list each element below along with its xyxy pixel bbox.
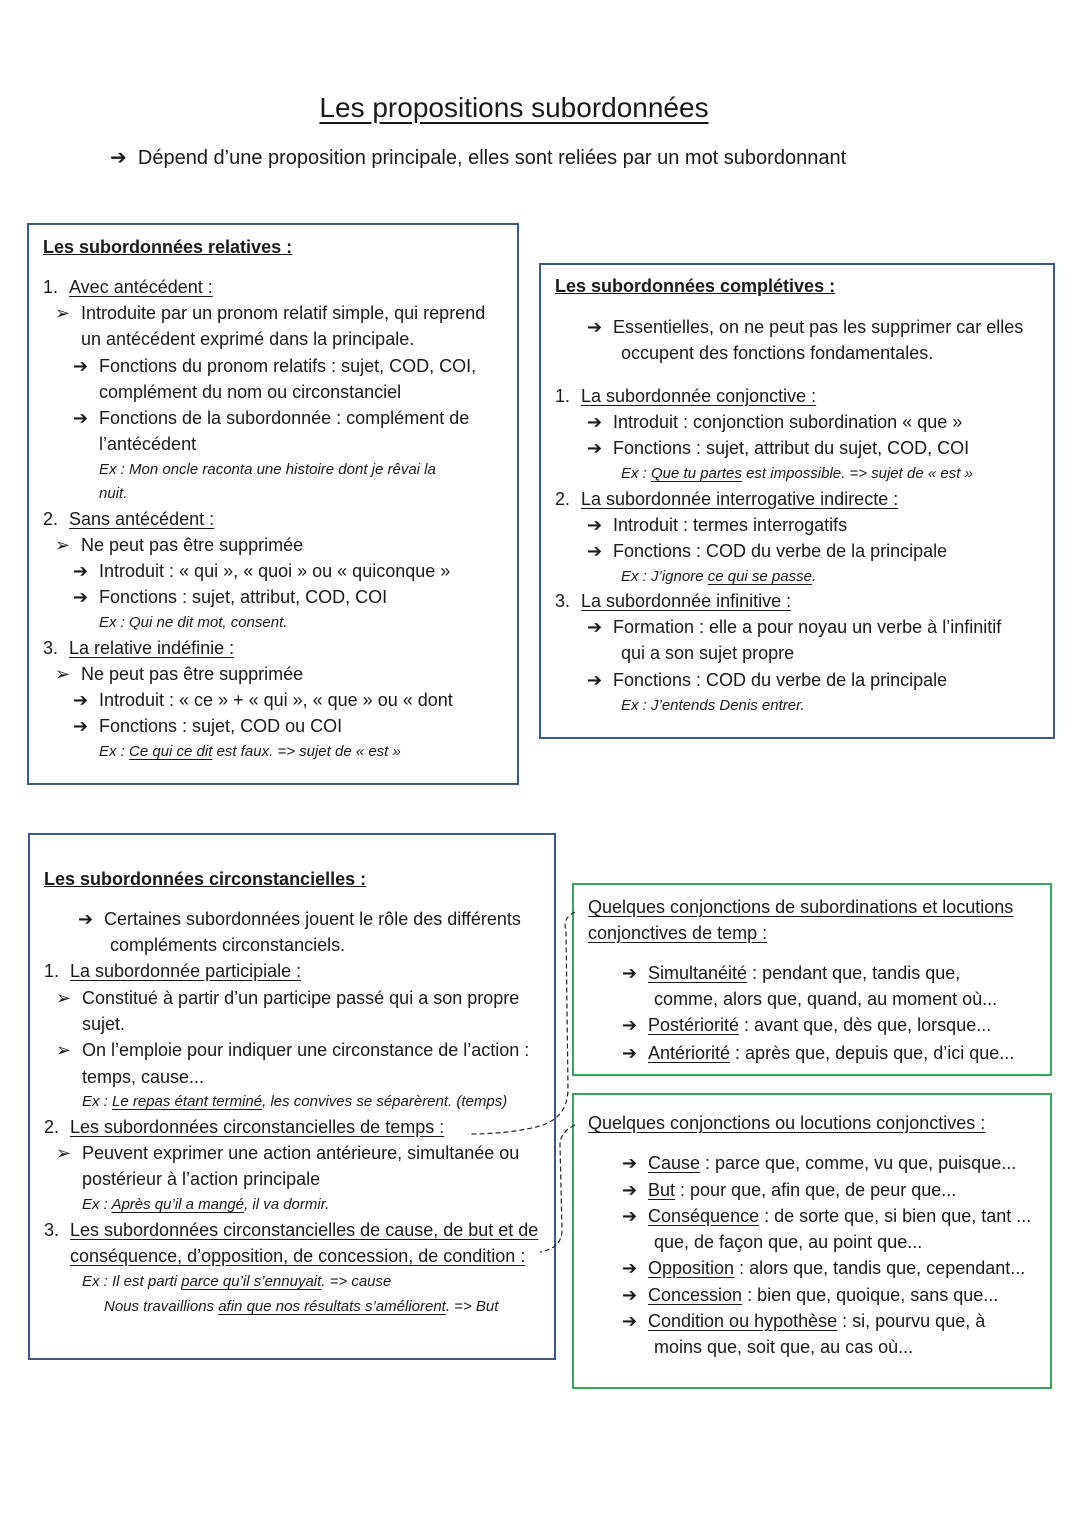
- arrow-icon: ➔: [587, 617, 603, 637]
- circonstancielles-heading: Les subordonnées circonstancielles :: [44, 869, 367, 889]
- list-item: ➔ Postériorité : avant que, dès que, lorsque...: [622, 1015, 992, 1035]
- list-item: ➔ Fonctions : COD du verbe de la principale: [587, 541, 948, 561]
- list-item: ➔ Cause : parce que, comme, vu que, puisque...: [622, 1153, 1017, 1173]
- arrow-icon: ➔: [73, 587, 89, 607]
- list-item: ➢ Ne peut pas être supprimée: [55, 664, 304, 684]
- example-cont: nuit.: [99, 485, 128, 502]
- temps-heading-cont: conjonctives de temp :: [588, 923, 768, 943]
- list-item: ➔ Fonctions : sujet, attribut, COD, COI: [73, 587, 388, 607]
- list-item-cont: complément du nom ou circonstanciel: [99, 382, 402, 402]
- relatives-heading: Les subordonnées relatives :: [43, 237, 293, 257]
- arrow-icon: ➔: [73, 408, 89, 428]
- list-item: ➔ Antériorité : après que, depuis que, d’ici que...: [622, 1043, 1015, 1063]
- arrow-icon: ➔: [622, 963, 638, 983]
- example: Ex : Ce qui ce dit est faux. => sujet de « est »: [99, 743, 401, 760]
- list-item-cont: comme, alors que, quand, au moment où...: [654, 989, 998, 1009]
- list-item: ➢ Ne peut pas être supprimée: [55, 535, 304, 555]
- list-item: ➔ Fonctions : sujet, COD ou COI: [73, 716, 343, 736]
- example: Ex : Mon oncle raconta une histoire dont je rêvai la: [99, 461, 436, 478]
- example: Ex : J’entends Denis entrer.: [621, 697, 805, 714]
- list-item: ➔ Fonctions : COD du verbe de la principale: [587, 670, 948, 690]
- arrow-icon: ➔: [587, 670, 603, 690]
- relatives-section-1: 1. Avec antécédent :: [43, 277, 213, 297]
- circonstancielles-section-1: 1. La subordonnée participiale :: [44, 961, 302, 981]
- list-item: ➔ Condition ou hypothèse : si, pourvu que, à: [622, 1311, 986, 1331]
- list-item: ➔ Introduit : « ce » + « qui », « que » ou « dont: [73, 690, 453, 710]
- list-item: ➔ Fonctions de la subordonnée : complément de: [73, 408, 470, 428]
- completives-section-2: 2. La subordonnée interrogative indirecte :: [555, 489, 899, 509]
- arrow-icon: ➔: [622, 1258, 638, 1278]
- arrow-icon: ➔: [587, 515, 603, 535]
- example: Ex : Que tu partes est impossible. => sujet de « est »: [621, 465, 973, 482]
- list-item-cont: occupent des fonctions fondamentales.: [621, 343, 934, 363]
- bullet-icon: ➢: [55, 664, 71, 684]
- arrow-icon: ➔: [73, 356, 89, 376]
- list-item: ➔ Conséquence : de sorte que, si bien que, tant ...: [622, 1206, 1032, 1226]
- arrow-icon: ➔: [587, 317, 603, 337]
- list-item: ➔ Formation : elle a pour noyau un verbe à l’infinitif: [587, 617, 1002, 637]
- example: Ex : Qui ne dit mot, consent.: [99, 614, 288, 631]
- circonstancielles-section-2: 2. Les subordonnées circonstancielles de temps :: [44, 1117, 445, 1137]
- list-item-cont: que, de façon que, au point que...: [654, 1232, 923, 1252]
- temps-bracket-line: [468, 912, 575, 1134]
- list-item-cont: temps, cause...: [82, 1067, 205, 1087]
- arrow-icon: ➔: [73, 561, 89, 581]
- example: Ex : J’ignore ce qui se passe.: [621, 568, 817, 585]
- list-item-cont: moins que, soit que, au cas où...: [654, 1337, 914, 1357]
- list-item-cont: postérieur à l’action principale: [82, 1169, 321, 1189]
- list-item: ➔ Introduit : termes interrogatifs: [587, 515, 848, 535]
- bullet-icon: ➢: [56, 1143, 72, 1163]
- list-item: ➔ Certaines subordonnées jouent le rôle des différents: [78, 909, 521, 929]
- list-item-cont: qui a son sujet propre: [621, 643, 795, 663]
- list-item: ➔ But : pour que, afin que, de peur que...: [622, 1180, 957, 1200]
- list-item-cont: sujet.: [82, 1014, 126, 1034]
- temps-heading: Quelques conjonctions de subordinations et locutions: [588, 897, 1014, 917]
- list-item: ➔ Fonctions : sujet, attribut du sujet, COD, COI: [587, 438, 970, 458]
- section-3-title-cont: conséquence, d’opposition, de concession, de condition :: [70, 1246, 526, 1266]
- example: Ex : Il est parti parce qu’il s’ennuyait. => cause: [82, 1273, 392, 1290]
- example: Nous travaillions afin que nos résultats s’améliorent. => But: [104, 1298, 499, 1315]
- list-item: ➢ Peuvent exprimer une action antérieure, simultanée ou: [56, 1143, 520, 1163]
- list-item-cont: l’antécédent: [99, 434, 197, 454]
- completives-section-1: 1. La subordonnée conjonctive :: [555, 386, 817, 406]
- list-item-cont: un antécédent exprimé dans la principale.: [81, 329, 415, 349]
- bullet-icon: ➢: [55, 303, 71, 323]
- completives-heading: Les subordonnées complétives :: [555, 276, 836, 296]
- arrow-icon: ➔: [622, 1311, 638, 1331]
- bullet-icon: ➢: [56, 1040, 72, 1060]
- arrow-icon: ➔: [73, 716, 89, 736]
- arrow-icon: ➔: [110, 147, 127, 169]
- arrow-icon: ➔: [587, 541, 603, 561]
- arrow-icon: ➔: [587, 438, 603, 458]
- list-item: ➔ Opposition : alors que, tandis que, cependant...: [622, 1258, 1026, 1278]
- arrow-icon: ➔: [622, 1153, 638, 1173]
- relatives-section-3: 3. La relative indéfinie :: [43, 638, 235, 658]
- list-item: ➔ Introduit : conjonction subordination « que »: [587, 412, 963, 432]
- list-item: ➔ Fonctions du pronom relatifs : sujet, COD, COI,: [73, 356, 477, 376]
- list-item: ➢ Introduite par un pronom relatif simple, qui reprend: [55, 303, 486, 323]
- list-item: ➔ Introduit : « qui », « quoi » ou « quiconque »: [73, 561, 451, 581]
- circonstancielles-section-3: 3. Les subordonnées circonstancielles de cause, de but et de: [44, 1220, 539, 1240]
- arrow-icon: ➔: [587, 412, 603, 432]
- list-item: ➢ Constitué à partir d’un participe passé qui a son propre: [56, 988, 520, 1008]
- relatives-section-2: 2. Sans antécédent :: [43, 509, 215, 529]
- list-item: ➔ Simultanéité : pendant que, tandis que,: [622, 963, 961, 983]
- locutions-heading: Quelques conjonctions ou locutions conjonctives :: [588, 1113, 986, 1133]
- intro-text: Dépend d’une proposition principale, elles sont reliées par un mot subordonnant: [137, 147, 847, 169]
- list-item-cont: compléments circonstanciels.: [110, 935, 346, 955]
- arrow-icon: ➔: [622, 1206, 638, 1226]
- arrow-icon: ➔: [73, 690, 89, 710]
- arrow-icon: ➔: [622, 1285, 638, 1305]
- example: Ex : Le repas étant terminé, les convives se séparèrent. (temps): [82, 1093, 508, 1110]
- list-item: ➔ Essentielles, on ne peut pas les supprimer car elles: [587, 317, 1024, 337]
- example: Ex : Après qu’il a mangé, il va dormir.: [82, 1196, 330, 1213]
- locutions-bracket-line: [540, 1125, 575, 1252]
- list-item: ➔ Concession : bien que, quoique, sans que...: [622, 1285, 999, 1305]
- bullet-icon: ➢: [55, 535, 71, 555]
- arrow-icon: ➔: [622, 1043, 638, 1063]
- arrow-icon: ➔: [78, 909, 94, 929]
- list-item: ➢ On l’emploie pour indiquer une circonstance de l’action :: [56, 1040, 530, 1060]
- bullet-icon: ➢: [56, 988, 72, 1008]
- completives-section-3: 3. La subordonnée infinitive :: [555, 591, 792, 611]
- page-title: Les propositions subordonnées: [319, 92, 709, 123]
- arrow-icon: ➔: [622, 1015, 638, 1035]
- arrow-icon: ➔: [622, 1180, 638, 1200]
